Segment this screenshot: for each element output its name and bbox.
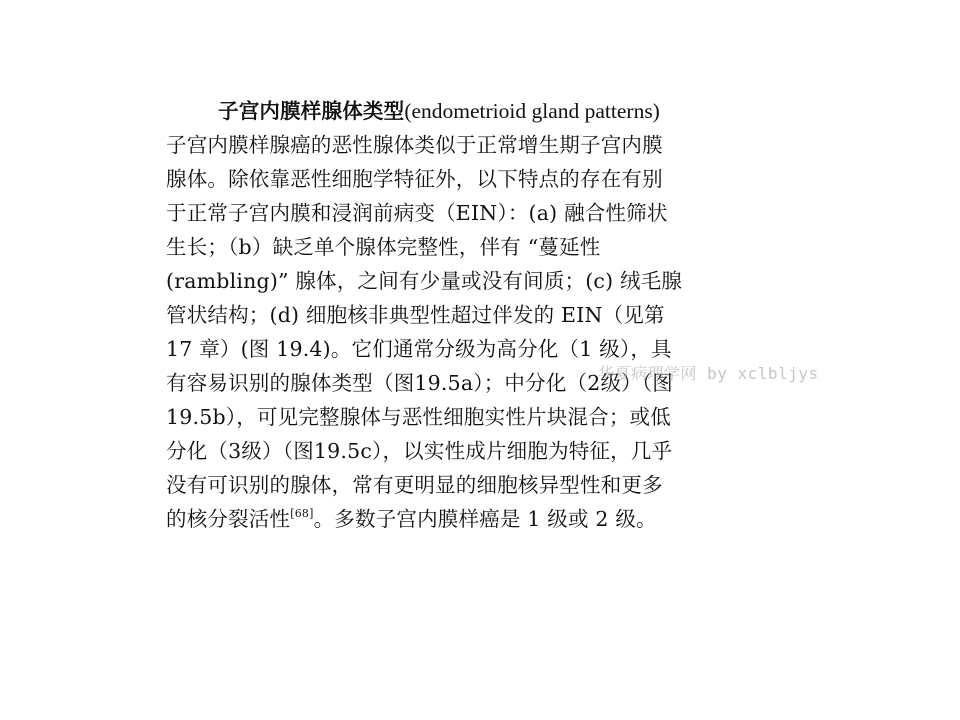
watermark-text: 华夏病理学网 by xclbljys [598,364,819,383]
body-line: 子宫内膜样腺癌的恶性腺体类似于正常增生期子宫内膜 [166,133,663,157]
heading-english: (endometrioid gland patterns) [404,99,660,123]
body-line: 管状结构；(d) 细胞核非典型性超过伴发的 EIN（见第 [166,303,665,327]
body-line-last [166,502,766,536]
body-line: (rambling)” 腺体，之间有少量或没有间质；(c) 绒毛腺 [166,269,683,293]
body-line: 生长；（b）缺乏单个腺体完整性，伴有 “蔓延性 [166,235,601,259]
body-line: 于正常子宫内膜和浸润前病变（EIN）：(a) 融合性筛状 [166,201,668,225]
heading-chinese: 子宫内膜样腺体类型 [218,99,405,123]
last-line-end: 。多数子宫内膜样癌是 1 级或 2 级。 [313,507,657,531]
body-line: 有容易识别的腺体类型（图19.5a）；中分化（2级）（图 [166,371,674,395]
document-body [166,94,766,536]
body-line: 19.5b），可见完整腺体与恶性细胞实性片块混合；或低 [166,405,671,429]
citation-marker: [68] [290,507,314,520]
body-line: 腺体。除依靠恶性细胞学特征外，以下特点的存在有别 [166,167,663,191]
body-line: 分化（3级）（图19.5c），以实性成片细胞为特征，几乎 [166,439,673,463]
body-line: 17 章）(图 19.4)。它们通常分级为高分化（1 级），具 [166,337,672,361]
last-line-start: 的核分裂活性 [166,507,291,531]
body-line: 没有可识别的腺体，常有更明显的细胞核异型性和更多 [166,473,663,497]
paragraph-heading [166,94,766,128]
